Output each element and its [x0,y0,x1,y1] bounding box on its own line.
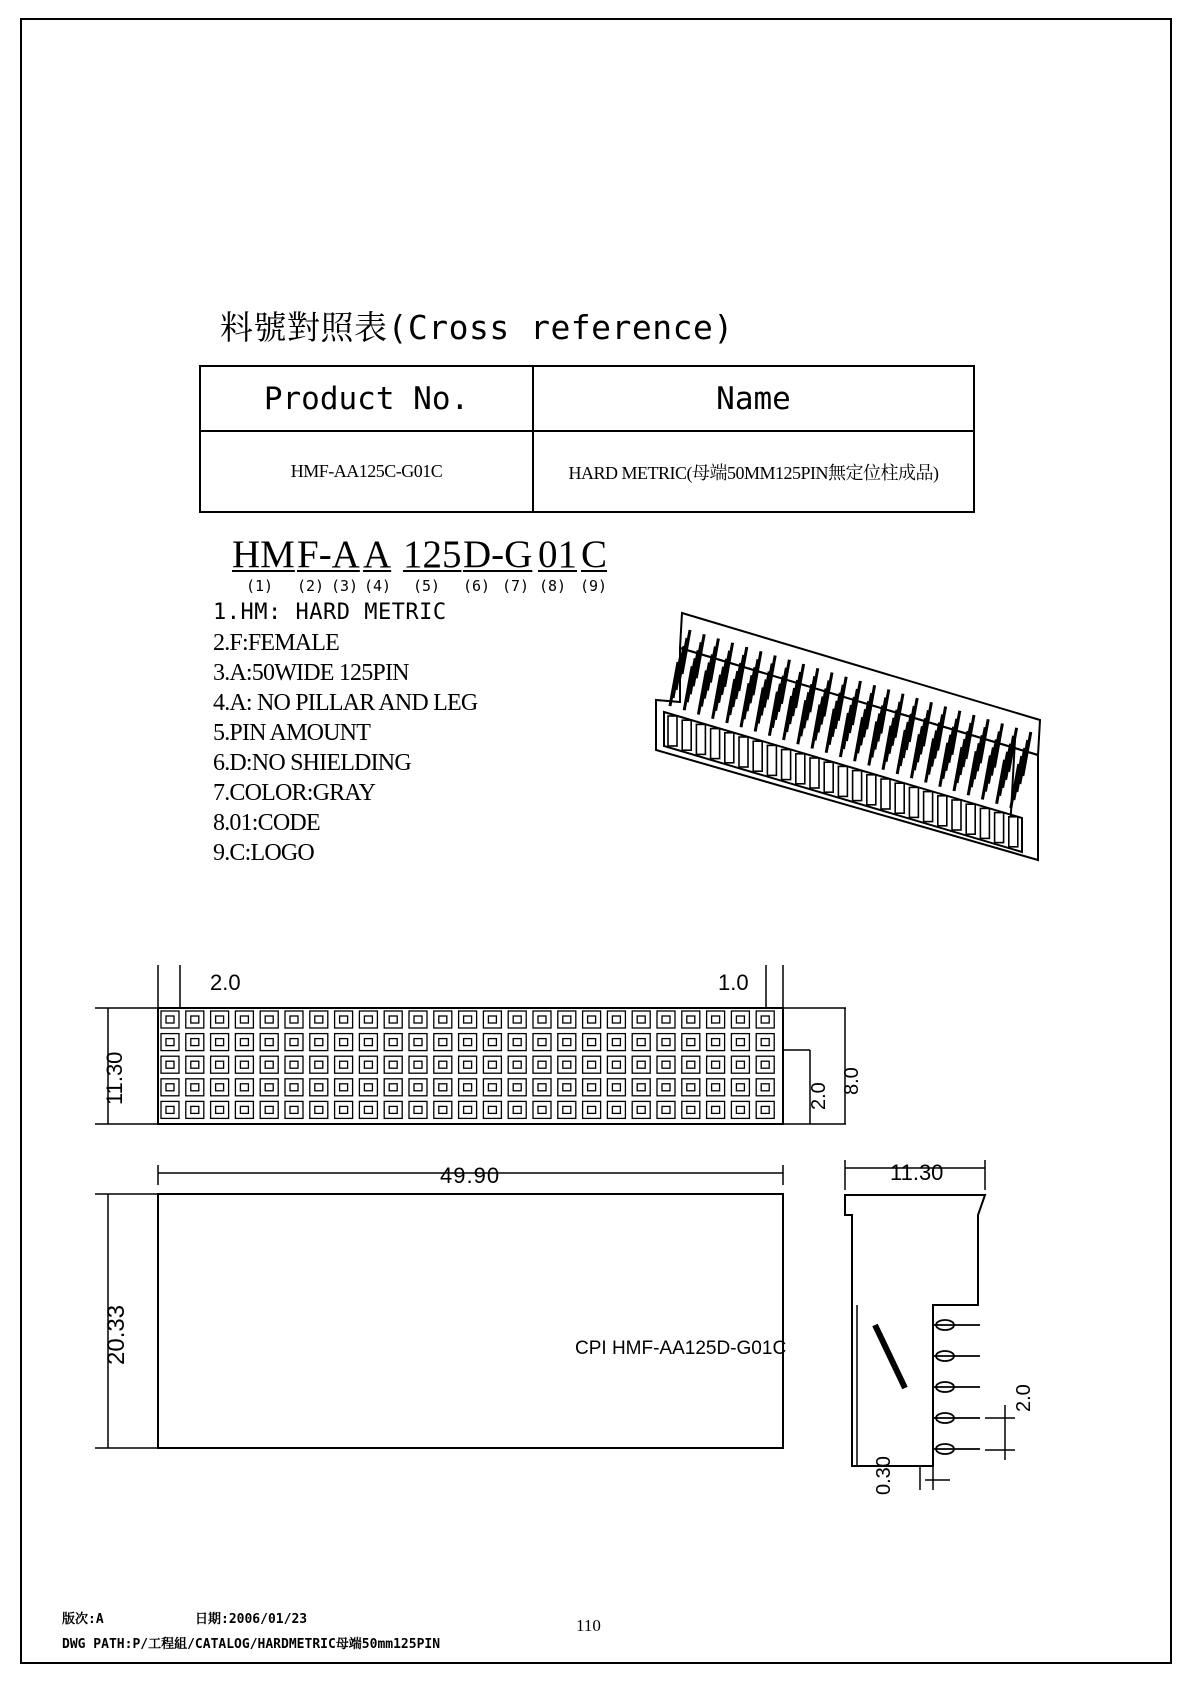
pin-contact [712,1106,720,1113]
code-index: (2) [297,577,325,595]
dim-side-bottom: 0.30 [873,1456,895,1495]
pin-contact [637,1084,645,1091]
pin-contact [488,1084,496,1091]
pin-contact [290,1084,298,1091]
pin-contact [364,1039,372,1046]
pin-contact [290,1106,298,1113]
pin-contact [340,1039,348,1046]
dim-length: 49.90 [440,1163,501,1188]
pin-contact [166,1061,174,1068]
header-product-no: Product No. [200,366,533,431]
slot [753,741,762,771]
pin-contact [439,1039,447,1046]
legend-item: 2.F:FEMALE [213,630,340,656]
pin-contact [538,1084,546,1091]
pin-contact [712,1084,720,1091]
pin-contact [315,1084,323,1091]
pin-contact [364,1061,372,1068]
pin-contact [563,1061,571,1068]
code-segment: A [363,533,392,576]
pin-contact [736,1061,744,1068]
pin-contact [315,1039,323,1046]
pin-contact [488,1061,496,1068]
legend-item: 5.PIN AMOUNT [213,720,371,746]
pin-contact [612,1016,620,1023]
pin-contact [240,1039,248,1046]
pin-contact [290,1016,298,1023]
pin-contact [538,1016,546,1023]
slot [867,775,876,805]
pin-contact [414,1106,422,1113]
pin-contact [563,1106,571,1113]
pin-contact [588,1084,596,1091]
slot [966,804,975,834]
pin-contact [240,1061,248,1068]
slot [952,800,961,830]
pin-contact [439,1016,447,1023]
dim-height-top: 11.30 [102,1051,127,1105]
slot [895,783,904,813]
pin-contact [612,1061,620,1068]
pin-contact [364,1016,372,1023]
slot [682,720,691,750]
pin-contact [464,1084,472,1091]
footer-version: 版次:A [62,1612,104,1627]
cell-product-no: HMF-AA125C-G01C [200,431,533,512]
pin-contact [736,1084,744,1091]
footer-path: DWG PATH:P/工程組/CATALOG/HARDMETRIC母端50mm125PIN [62,1637,441,1652]
pin-contact [687,1016,695,1023]
pin-contact [265,1039,273,1046]
pin-contact [265,1061,273,1068]
pin-contact [439,1084,447,1091]
pin-contact [340,1106,348,1113]
pin-contact [340,1016,348,1023]
dim-side-width: 11.30 [890,1160,944,1185]
pin-contact [240,1016,248,1023]
pin-contact [439,1061,447,1068]
pin-contact [761,1106,769,1113]
pin-contact [736,1039,744,1046]
code-segment: D-G [463,533,533,576]
legend-item: 3.A:50WIDE 125PIN [213,660,409,686]
pin-contact [464,1016,472,1023]
slot [838,766,847,796]
pin-contact [414,1016,422,1023]
code-legend [213,598,477,868]
pin-contact [662,1061,670,1068]
legend-item: 7.COLOR:GRAY [213,780,376,806]
pin-contact [191,1039,199,1046]
pin-contact [166,1016,174,1023]
pin-contact [290,1039,298,1046]
pin-contact [488,1016,496,1023]
slot [924,792,933,822]
code-index: (3) [331,577,359,595]
pin-contact [538,1106,546,1113]
pin-contact [637,1039,645,1046]
footer-date: 日期:2006/01/23 [195,1612,308,1627]
pin-contact [364,1084,372,1091]
pin-contact [216,1106,224,1113]
slot [739,737,748,767]
code-index: (9) [580,577,608,595]
pin-contact [662,1084,670,1091]
cell-name: HARD METRIC(母端50MM125PIN無定位柱成品) [533,431,974,512]
slot [1009,817,1018,847]
pin-contact [315,1106,323,1113]
pin-contact [340,1061,348,1068]
slot [938,796,947,826]
dim-row-pitch: 2.0 [808,1082,830,1110]
pin-contact [488,1106,496,1113]
slot [782,750,791,780]
pin-contact [265,1084,273,1091]
pin-contact [761,1016,769,1023]
slot [725,733,734,763]
pin-contact [191,1016,199,1023]
table-row [200,431,974,512]
pin-contact [389,1039,397,1046]
page-title: 料號對照表(Cross reference) [220,308,734,347]
pin-contact [191,1106,199,1113]
code-segment: HM [232,533,295,576]
pin-contact [588,1039,596,1046]
pin-contact [736,1016,744,1023]
slot [711,729,720,759]
pin-contact [389,1016,397,1023]
code-index: (6) [463,577,491,595]
slot [824,762,833,792]
pin-contact [513,1061,521,1068]
slot [810,758,819,788]
slot [853,771,862,801]
code-segment: 125 [403,533,462,576]
pin-contact [488,1039,496,1046]
pin-contact [761,1061,769,1068]
top-view-drawing [90,960,863,1160]
pin-contact [389,1106,397,1113]
pin-contact [612,1084,620,1091]
pin-contact [166,1106,174,1113]
pin-contact [414,1039,422,1046]
pin-contact [166,1084,174,1091]
pin-contact [240,1106,248,1113]
code-segment: F-A [297,533,360,576]
pin-contact [464,1039,472,1046]
pin-contact [761,1039,769,1046]
pin-contact [736,1106,744,1113]
pin-contact [389,1061,397,1068]
pin-contact [637,1106,645,1113]
pin-contact [513,1016,521,1023]
pin-contact [712,1016,720,1023]
slot [881,779,890,809]
legend-item: 8.01:CODE [213,810,320,836]
front-view-drawing [90,1165,800,1455]
pin-contact [464,1106,472,1113]
header-name: Name [533,366,974,431]
pin-contact [216,1016,224,1023]
pin-contact [662,1039,670,1046]
pin-contact [265,1016,273,1023]
pin-contact [340,1084,348,1091]
slot [980,808,989,838]
dim-pitch-right: 1.0 [718,970,749,995]
pin-contact [588,1061,596,1068]
pin-contact [513,1106,521,1113]
slot [668,716,677,746]
code-segment: C [581,533,608,576]
pin-contact [315,1061,323,1068]
slot [767,745,776,775]
code-index: (1) [246,577,274,595]
pin-contact [216,1039,224,1046]
pin-contact [637,1016,645,1023]
legend-item: 6.D:NO SHIELDING [213,750,411,776]
body-marking: CPI HMF-AA125D-G01C [575,1338,787,1359]
pin-contact [662,1016,670,1023]
side-view-drawing [830,1150,1040,1505]
pin-contact [687,1061,695,1068]
slot [696,724,705,754]
pin-contact [464,1061,472,1068]
code-index: (4) [364,577,392,595]
pin-contact [563,1084,571,1091]
pin-contact [364,1106,372,1113]
code-index: (7) [502,577,530,595]
pin-contact [191,1084,199,1091]
dim-side-pitch: 2.0 [1013,1384,1035,1412]
pin-contact [687,1106,695,1113]
dim-span-right: 8.0 [841,1067,863,1095]
pin-contact [687,1039,695,1046]
pin-contact [240,1084,248,1091]
code-segment: 01 [538,533,577,576]
pin-contact [191,1061,199,1068]
dim-pitch-left: 2.0 [210,970,241,995]
code-index: (8) [539,577,567,595]
pin-contact [612,1106,620,1113]
pin-contact [414,1084,422,1091]
pin-contact [538,1039,546,1046]
pin-contact [290,1061,298,1068]
legend-item: 9.C:LOGO [213,840,314,866]
pin-contact [538,1061,546,1068]
pin-contact [315,1016,323,1023]
pin-contact [439,1106,447,1113]
legend-item: 1.HM: HARD METRIC [213,600,447,625]
pin-contact [662,1106,670,1113]
page-number: 110 [576,1616,601,1635]
pin-contact [588,1016,596,1023]
code-index: (5) [413,577,441,595]
pin-contact [588,1106,596,1113]
pin-contact [414,1061,422,1068]
pin-contact [265,1106,273,1113]
legend-item: 4.A: NO PILLAR AND LEG [213,690,478,716]
cross-reference-table [199,365,975,513]
pin-contact [216,1061,224,1068]
pin-contact [761,1084,769,1091]
pin-contact [166,1039,174,1046]
pin-contact [216,1084,224,1091]
pin-contact [513,1039,521,1046]
dim-body-height: 20.33 [103,1304,130,1365]
pin-contact [563,1039,571,1046]
slot [995,813,1004,843]
pin-contact [563,1016,571,1023]
pin-contact [712,1039,720,1046]
pin-contact [637,1061,645,1068]
pin-contact [612,1039,620,1046]
slot [796,754,805,784]
pin-contact [687,1084,695,1091]
slot [909,787,918,817]
connector-isometric-illustration [650,590,1060,880]
pin-contact [513,1084,521,1091]
pin-contact [389,1084,397,1091]
pin-contact [712,1061,720,1068]
